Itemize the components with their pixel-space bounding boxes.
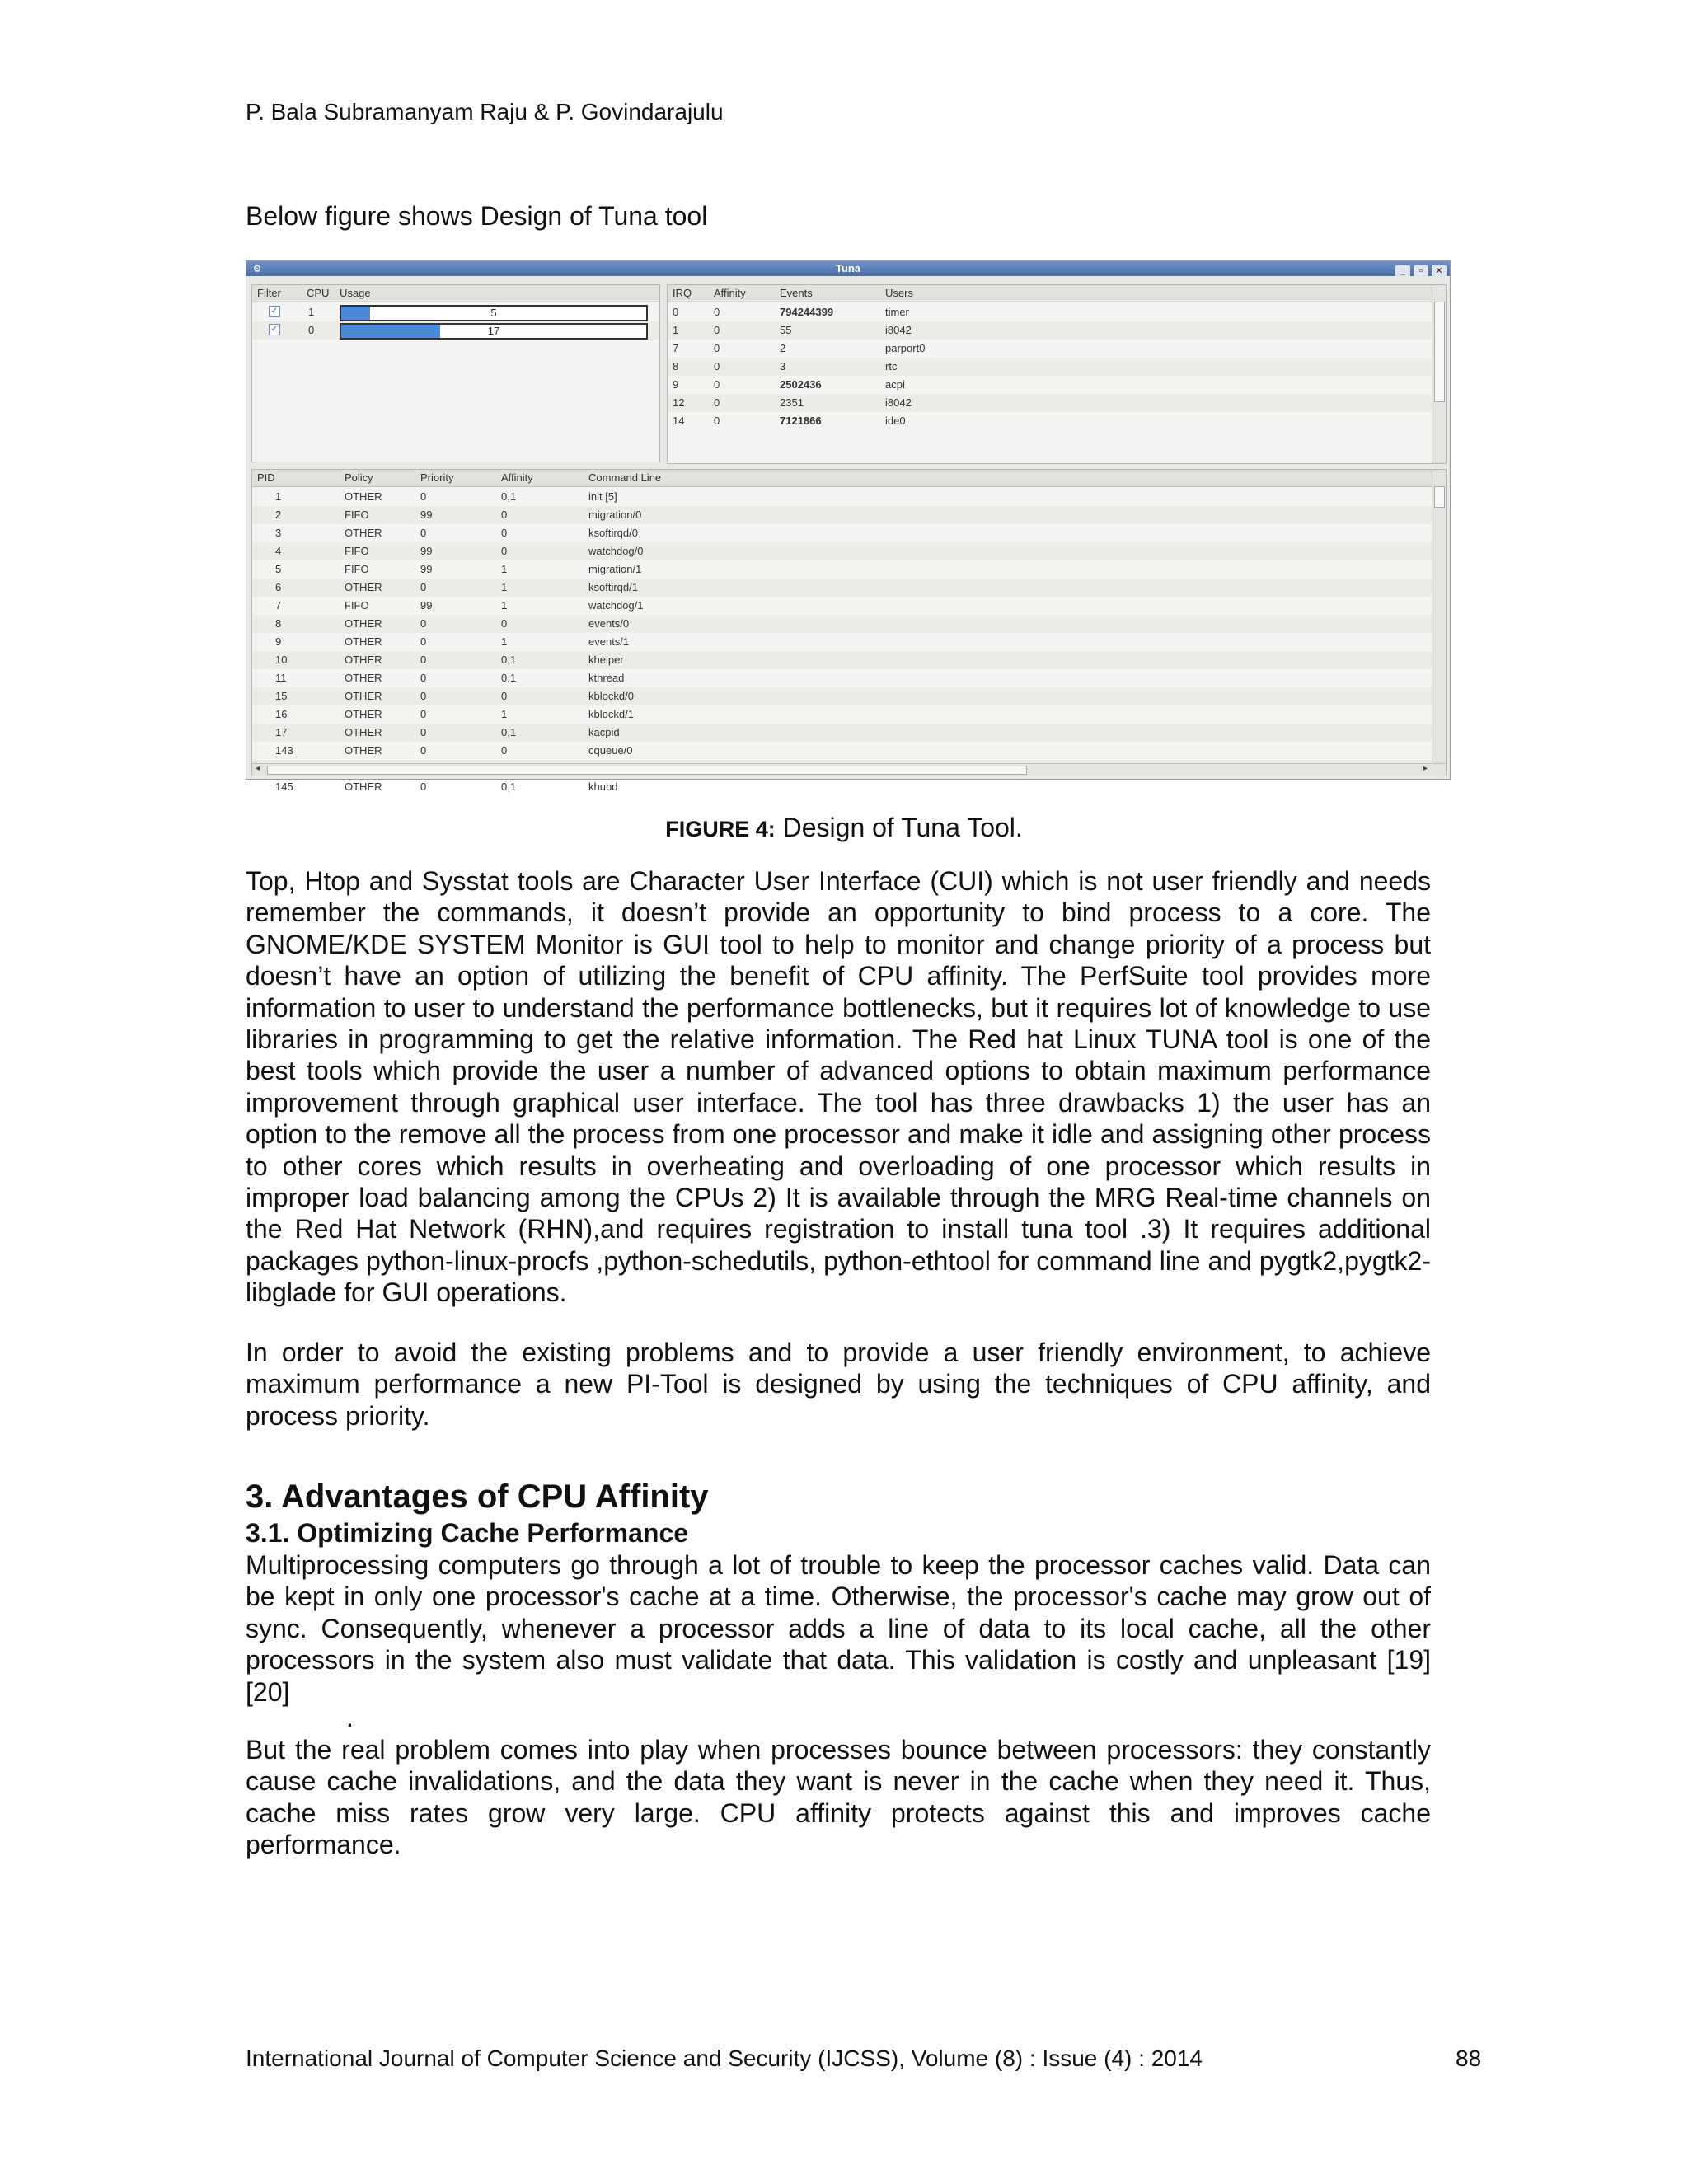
irq-events: 2 [780,342,786,354]
process-command: ksoftirqd/0 [588,527,638,539]
process-priority: 0 [420,490,427,503]
col-policy[interactable]: Policy [345,471,373,484]
scroll-left-icon[interactable]: ◂ [256,764,260,773]
irq-row[interactable] [668,340,1432,358]
irq-users: timer [885,306,909,318]
filter-checkbox[interactable]: ✓ [269,306,280,317]
maximize-icon[interactable]: ▫ [1414,265,1428,277]
irq-users: rtc [885,360,898,373]
col-filter[interactable]: Filter [257,287,281,299]
irq-scrollbar[interactable] [1432,285,1446,463]
figure-intro-text: Below figure shows Design of Tuna tool [246,201,708,231]
process-policy: OTHER [345,490,382,503]
irq-events: 2351 [780,396,804,409]
irq-events: 794244399 [780,306,834,318]
process-pid: 17 [275,726,288,738]
process-row[interactable] [252,579,1432,597]
irq-affinity: 0 [714,360,720,373]
process-priority: 0 [420,672,427,684]
irq-events: 2502436 [780,378,822,391]
process-vscroll-thumb[interactable] [1434,486,1445,508]
process-row[interactable] [252,524,1432,542]
process-command: migration/0 [588,509,642,521]
paragraph-tool-comparison: Top, Htop and Sysstat tools are Character User Interface (CUI) which is not user friendly and needs remember the commands, it doesn’t provide an opportunity to bind process to a core. The GNOME/KDE SYSTEM Monitor is GUI tool to help to monitor and change priority of a process but doesn’t have an option of utilizing the benefit of CPU affinity. The PerfSuite tool provides more information to user to understand the performance bottlenecks, but it requires lot of knowledge to use libraries in programming to get the relative information. The Red hat Linux TUNA tool is one of the best tools which provide the user a number of advanced options to obtain maximum performance improvement through graphical user interface. The tool has three drawbacks 1) the user has an option to the remove all the process from one processor and make it idle and assigning other process to other cores which results in overheating and overloading of one processor which results in improper load balancing among the CPUs 2) It is available through the MRG Real-time channels on the Red Hat Network (RHN),and requires registration to install tuna tool .3) It requires additional packages python-linux-procfs ,python-schedutils, python-ethtool for command line and pygtk2,pygtk2-libglade for GUI operations. [246,866,1431,1308]
irq-users: acpi [885,378,905,391]
process-row[interactable] [252,597,1432,615]
process-pid: 4 [275,545,282,557]
process-command: events/0 [588,617,630,630]
process-pid: 6 [275,581,282,593]
process-affinity: 0,1 [501,490,517,503]
process-command: watchdog/0 [588,545,644,557]
irq-affinity: 0 [714,396,720,409]
col-cpu[interactable]: CPU [307,287,330,299]
process-command: kblockd/1 [588,708,634,720]
paragraph-cache-performance: Multiprocessing computers go through a lot of trouble to keep the processor caches valid. Data can be kept in only one processor's cache at a time. Otherwise, the processor's cache may grow out of sync. Consequently, whenever a processor adds a line of data to its local cache, all the other processors in the system also must validate that data. This validation is costly and unpleasant [19][20] [246,1550,1431,1707]
process-command: init [5] [588,490,617,503]
irq-users: parport0 [885,342,926,354]
process-policy: FIFO [345,509,369,521]
subsection-heading: 3.1. Optimizing Cache Performance [246,1518,689,1548]
col-users[interactable]: Users [885,287,913,299]
cpu-usage-bar [340,323,648,340]
process-command: cqueue/0 [588,744,633,757]
process-row[interactable] [252,633,1432,651]
process-row[interactable] [252,705,1432,724]
process-policy: OTHER [345,708,382,720]
process-policy: OTHER [345,581,382,593]
close-icon[interactable]: ✕ [1432,265,1447,277]
process-hscrollbar[interactable] [252,763,1446,776]
cpu-row[interactable] [252,321,659,340]
figure-caption-text: Design of Tuna Tool. [775,813,1023,842]
process-command: kacpid [588,726,620,738]
irq-events: 3 [780,360,786,373]
process-command: ksoftirqd/1 [588,581,638,593]
process-policy: FIFO [345,599,369,612]
cpu-usage-pane [251,284,660,462]
irq-number: 0 [673,306,679,318]
process-policy: OTHER [345,744,382,757]
process-affinity: 0,1 [501,672,517,684]
process-policy: OTHER [345,527,382,539]
irq-affinity: 0 [714,378,720,391]
process-affinity: 1 [501,708,508,720]
process-row[interactable] [252,560,1432,579]
process-policy: OTHER [345,654,382,666]
process-command: migration/1 [588,563,642,575]
process-row[interactable] [252,488,1432,506]
irq-row[interactable] [668,321,1432,340]
irq-events: 7121866 [780,415,822,427]
process-policy: OTHER [345,617,382,630]
window-title: Tuna [835,262,861,274]
tuna-window-figure [246,260,1451,793]
process-affinity: 1 [501,581,508,593]
process-affinity: 0,1 [501,780,517,793]
process-row[interactable] [252,778,1432,796]
process-affinity: 1 [501,599,508,612]
process-affinity: 0 [501,545,508,557]
process-pid: 16 [275,708,288,720]
process-priority: 0 [420,726,427,738]
process-command: khubd [588,780,618,793]
cpu-usage-value: 17 [487,325,500,337]
irq-number: 8 [673,360,679,373]
irq-events: 55 [780,324,792,336]
process-priority: 0 [420,617,427,630]
process-pid: 8 [275,617,282,630]
process-priority: 99 [420,563,433,575]
process-row[interactable] [252,615,1432,633]
process-hscroll-thumb[interactable] [267,766,1027,775]
process-pid: 2 [275,509,282,521]
process-row[interactable] [252,724,1432,742]
irq-number: 1 [673,324,679,336]
cpu-usage-bar [340,305,648,321]
scroll-right-icon[interactable]: ▸ [1423,764,1428,773]
irq-table-header [668,285,1432,302]
process-policy: OTHER [345,726,382,738]
col-irq[interactable]: IRQ [673,287,692,299]
process-row[interactable] [252,506,1432,524]
process-pane [251,469,1447,793]
process-row[interactable] [252,651,1432,669]
process-affinity: 1 [501,563,508,575]
process-row[interactable] [252,542,1432,560]
irq-affinity: 0 [714,306,720,318]
irq-row[interactable] [668,358,1432,376]
process-priority: 0 [420,744,427,757]
tuna-titlebar [246,261,1450,276]
irq-row[interactable] [668,303,1432,321]
process-table-header [252,470,1432,487]
process-affinity: 1 [501,635,508,648]
process-affinity: 0 [501,744,508,757]
irq-number: 9 [673,378,679,391]
irq-affinity: 0 [714,415,720,427]
process-policy: OTHER [345,672,382,684]
irq-users: i8042 [885,396,912,409]
process-policy: OTHER [345,780,382,793]
col-usage[interactable]: Usage [340,287,371,299]
irq-scroll-thumb[interactable] [1434,302,1445,402]
footer-journal: International Journal of Computer Science and Security (IJCSS), Volume (8) : Issue (4) : 2014 [246,2046,1203,2071]
app-icon: ⚙ [252,263,262,274]
process-affinity: 0 [501,527,508,539]
irq-pane [667,284,1447,464]
col-affinity[interactable]: Affinity [501,471,533,484]
process-priority: 0 [420,690,427,702]
process-policy: OTHER [345,635,382,648]
process-row[interactable] [252,687,1432,705]
process-priority: 99 [420,599,433,612]
paragraph-pi-tool: In order to avoid the existing problems and to provide a user friendly environment, to achieve maximum performance a new PI-Tool is designed by using the techniques of CPU affinity, and process priority. [246,1338,1431,1431]
col-pid[interactable]: PID [257,471,275,484]
minimize-icon[interactable]: _ [1395,265,1410,277]
cpu-number: 1 [308,306,315,318]
process-pid: 11 [275,672,287,684]
process-priority: 99 [420,545,433,557]
cpu-table-header [252,285,659,302]
irq-affinity: 0 [714,324,720,336]
process-command: khelper [588,654,624,666]
section-heading: 3. Advantages of CPU Affinity [246,1479,709,1515]
process-policy: FIFO [345,563,369,575]
filter-checkbox[interactable]: ✓ [269,324,280,335]
col-priority[interactable]: Priority [420,471,454,484]
process-pid: 1 [275,490,282,503]
irq-row[interactable] [668,376,1432,394]
figure-caption [0,813,1688,843]
process-row[interactable] [252,669,1432,687]
process-command: kthread [588,672,625,684]
process-policy: FIFO [345,545,369,557]
process-pid: 143 [275,744,293,757]
process-affinity: 0,1 [501,726,517,738]
col-irq-affinity[interactable]: Affinity [714,287,746,299]
process-vscrollbar[interactable] [1432,470,1446,763]
col-events[interactable]: Events [780,287,813,299]
page-number: 88 [1456,2046,1482,2071]
stray-period: . [346,1703,354,1732]
process-priority: 0 [420,635,427,648]
process-affinity: 0 [501,690,508,702]
irq-users: i8042 [885,324,912,336]
cpu-row[interactable] [252,303,659,321]
process-command: events/1 [588,635,630,648]
process-row[interactable] [252,742,1432,760]
process-pid: 3 [275,527,282,539]
process-policy: OTHER [345,690,382,702]
process-pid: 5 [275,563,282,575]
cpu-number: 0 [308,324,315,336]
irq-affinity: 0 [714,342,720,354]
irq-number: 7 [673,342,679,354]
irq-row[interactable] [668,394,1432,412]
figure-caption-label: FIGURE 4: [665,817,776,841]
process-priority: 0 [420,527,427,539]
process-priority: 99 [420,509,433,521]
process-pid: 145 [275,780,293,793]
running-header-authors: P. Bala Subramanyam Raju & P. Govindarajulu [246,99,724,124]
paragraph-cache-invalidation: But the real problem comes into play when processes bounce between processors: they constantly cause cache invalidations, and the data they want is never in the cache when they need it. Thus, cache miss rates grow very large. CPU affinity protects against this and improves cache performance. [246,1735,1431,1860]
process-command: kblockd/0 [588,690,634,702]
process-pid: 7 [275,599,282,612]
process-command: watchdog/1 [588,599,644,612]
irq-number: 14 [673,415,685,427]
cpu-usage-value: 5 [490,307,497,319]
process-pid: 10 [275,654,288,666]
process-affinity: 0 [501,617,508,630]
process-affinity: 0 [501,509,508,521]
irq-row[interactable] [668,412,1432,430]
process-pid: 9 [275,635,282,648]
process-affinity: 0,1 [501,654,517,666]
process-priority: 0 [420,708,427,720]
irq-number: 12 [673,396,685,409]
irq-users: ide0 [885,415,906,427]
process-priority: 0 [420,780,427,793]
process-priority: 0 [420,654,427,666]
process-pid: 15 [275,690,288,702]
process-priority: 0 [420,581,427,593]
col-command-line[interactable]: Command Line [588,471,662,484]
